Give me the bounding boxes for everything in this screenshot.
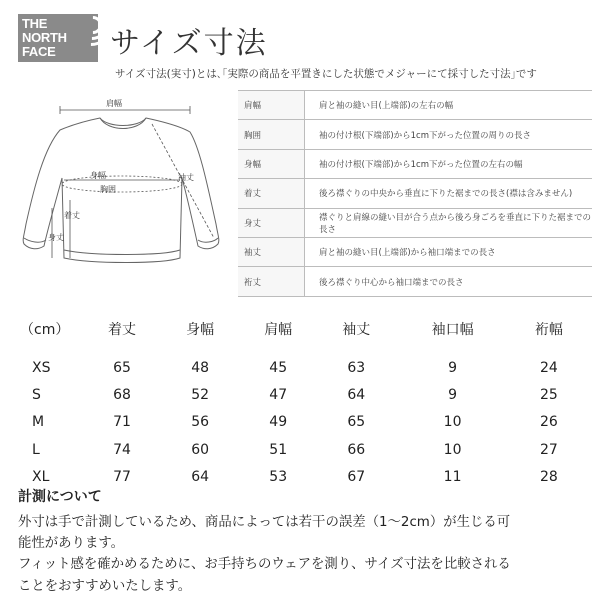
size-cell: 28 [540, 469, 558, 486]
page-subtitle: サイズ寸法(実寸)とは､｢実際の商品を平置きにした状態でメジャーにて採寸した寸法｣です [115, 68, 537, 80]
chest-ellipse [62, 176, 182, 192]
definition-row [238, 120, 592, 149]
diagram-label-shoulder: 肩幅 [106, 99, 122, 108]
size-cell: 11 [443, 469, 462, 486]
size-cell: 49 [269, 414, 288, 431]
definition-desc: 袖の付け根(下端部)から1cm下がった位置の周りの長さ [305, 120, 593, 149]
definition-desc: 後ろ襟ぐりの中央から垂直に下りた裾までの長さ(襟は含みません) [305, 179, 593, 208]
definition-term: 裄丈 [238, 267, 305, 296]
definition-desc: 肩と袖の縫い目(上端部)から袖口端までの長さ [305, 237, 593, 266]
definition-row [238, 91, 592, 120]
size-cell: 63 [347, 359, 366, 376]
size-row [18, 464, 588, 491]
diagram-label-chest: 胸囲 [100, 185, 116, 194]
logo-text-line-2: NORTH [22, 30, 67, 45]
size-cell: 67 [347, 469, 366, 486]
size-cell: 10 [443, 441, 462, 458]
size-cell: 74 [113, 441, 131, 458]
page-title: サイズ寸法 [110, 26, 268, 61]
notes-line: 外寸は手で計測しているため、商品によっては若干の誤差（1〜2cm）が生じる可 [18, 515, 511, 530]
size-cell: 48 [191, 359, 210, 376]
column-header: 身幅 [186, 322, 215, 338]
diagram-label-sleeve: 袖丈 [178, 173, 194, 182]
size-cell: 9 [448, 359, 458, 376]
size-label: S [32, 387, 41, 404]
size-table-header-row [18, 316, 588, 342]
definition-row [238, 237, 592, 266]
size-table [18, 316, 588, 491]
size-cell: 64 [347, 387, 366, 404]
size-cell: 27 [540, 441, 558, 458]
size-cell: 25 [540, 387, 558, 404]
definition-row [238, 149, 592, 178]
brand-logo [18, 14, 98, 62]
size-label: L [32, 441, 40, 458]
logo-text-line-1: THE [22, 16, 48, 31]
column-header: 袖口幅 [431, 322, 474, 338]
size-cell: 24 [540, 359, 558, 376]
definition-term: 胸囲 [238, 120, 305, 149]
column-header: 裄幅 [534, 322, 563, 338]
definition-desc: 袖の付け根(下端部)から1cm下がった位置の左右の幅 [305, 149, 593, 178]
cuff-right [198, 238, 218, 242]
definition-row [238, 267, 592, 296]
unit-label: （cm） [20, 322, 70, 338]
size-row [18, 436, 588, 463]
size-cell: 65 [113, 359, 131, 376]
definition-term: 身幅 [238, 149, 305, 178]
definition-row [238, 208, 592, 237]
size-cell: 56 [191, 414, 210, 431]
size-label: XL [32, 469, 50, 486]
definition-desc: 襟ぐりと肩線の縫い目が合う点から後ろ身ごろを垂直に下りた裾までの長さ [305, 208, 593, 237]
size-cell: 64 [191, 469, 210, 486]
size-label: M [32, 414, 45, 431]
size-row [18, 354, 588, 381]
definition-desc: 後ろ襟ぐり中心から袖口端までの長さ [305, 267, 593, 296]
size-row [18, 381, 588, 408]
measurement-definitions-table [238, 90, 592, 297]
size-cell: 68 [113, 387, 131, 404]
definition-row [238, 179, 592, 208]
logo-text-line-3: FACE [22, 44, 56, 59]
definition-term: 袖丈 [238, 237, 305, 266]
size-cell: 9 [448, 387, 458, 404]
size-cell: 60 [191, 441, 210, 458]
size-cell: 51 [269, 441, 288, 458]
cuff-left [24, 238, 46, 242]
diagram-label-body-length: 身丈 [48, 233, 64, 242]
size-cell: 52 [191, 387, 210, 404]
column-header: 着丈 [108, 322, 137, 338]
notes-body [18, 512, 588, 597]
notes-line: ことをおすすめいたします。 [18, 578, 192, 594]
size-label: XS [32, 359, 51, 376]
size-cell: 53 [269, 469, 288, 486]
definition-term: 肩幅 [238, 91, 305, 120]
column-header: 肩幅 [264, 322, 293, 338]
size-cell: 77 [113, 469, 131, 486]
size-cell: 47 [269, 387, 288, 404]
size-cell: 26 [540, 414, 558, 431]
definition-term: 着丈 [238, 179, 305, 208]
size-row [18, 409, 588, 436]
size-cell: 66 [347, 441, 366, 458]
notes-line: 能性があります。 [18, 536, 125, 552]
diagram-label-length: 着丈 [64, 211, 80, 220]
notes-line: フィット感を確かめるために、お手持ちのウェアを測り、サイズ寸法を比較される [18, 557, 511, 573]
definition-desc: 肩と袖の縫い目(上端部)の左右の幅 [305, 91, 593, 120]
column-header: 袖丈 [342, 322, 371, 338]
diagram-label-body-width: 身幅 [90, 171, 106, 180]
definition-term: 身丈 [238, 208, 305, 237]
sweater-measurement-diagram [12, 88, 242, 298]
size-cell: 10 [443, 414, 462, 431]
size-cell: 65 [347, 414, 366, 431]
spacer-row [18, 342, 588, 354]
hem-band [64, 250, 180, 255]
notes-heading: 計測について [18, 489, 102, 505]
size-cell: 71 [113, 414, 131, 431]
size-cell: 45 [269, 359, 288, 376]
